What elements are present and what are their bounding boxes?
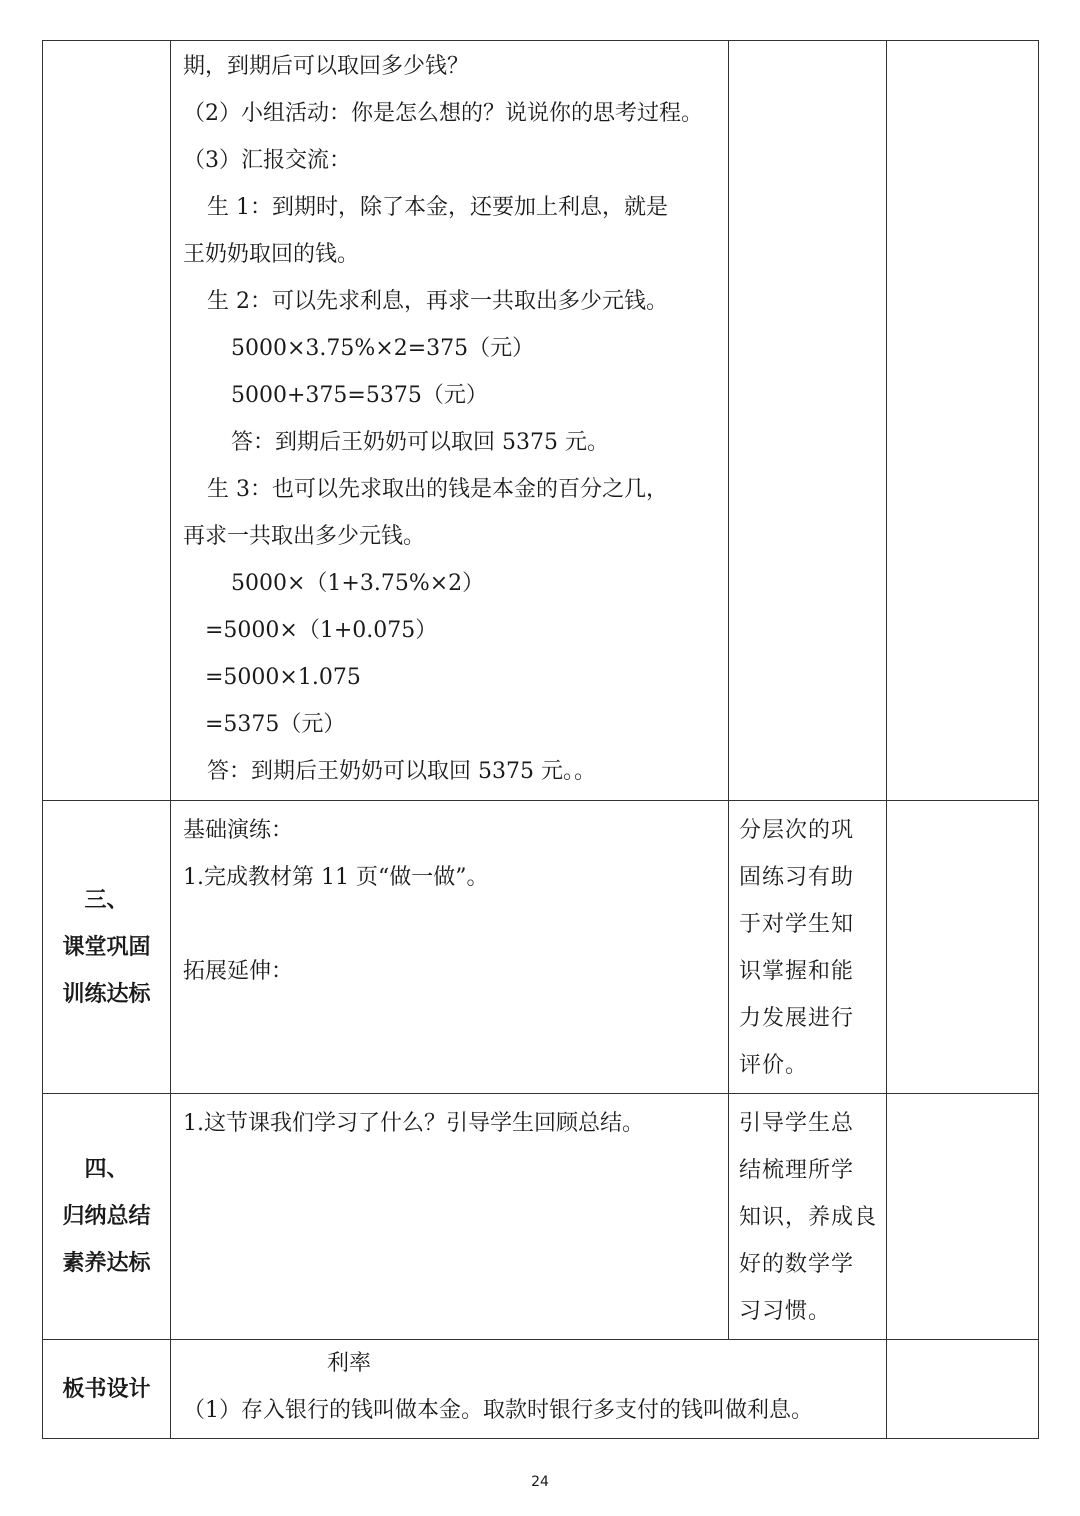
student-answer-line: 生 2：可以先求利息，再求一共取出多少元钱。 [207, 289, 668, 314]
section-label-cell [43, 1340, 171, 1439]
answer-line: 答：到期后王奶奶可以取回 5375 元。 [231, 430, 609, 455]
note-line: 好的数学学 [739, 1252, 855, 1277]
section-title-line: 素养达标 [62, 1251, 151, 1276]
extra-cell-empty [887, 41, 1039, 801]
equation-line: 5000×（1+3.75%×2） [231, 571, 485, 596]
design-notes-cell [729, 801, 887, 1094]
board-definition-line: （1）存入银行的钱叫做本金。取款时银行多支付的钱叫做利息。 [183, 1398, 813, 1423]
section-title-line: 课堂巩固 [62, 934, 151, 960]
row-board-design [43, 1340, 1039, 1439]
text-line: （2）小组活动：你是怎么想的？说说你的思考过程。 [183, 101, 703, 126]
equation-line: =5000×（1+0.075） [205, 618, 438, 643]
note-line: 引导学生总 [739, 1111, 855, 1136]
activity-content-cell [171, 801, 729, 1094]
section-label-cell [43, 1094, 171, 1340]
note-line: 识掌握和能 [739, 959, 855, 984]
page-number: 24 [531, 1474, 549, 1490]
text-line: 期，到期后可以取回多少钱？ [183, 54, 470, 79]
activity-content-cell [171, 1094, 729, 1340]
answer-line: 答：到期后王奶奶可以取回 5375 元。。 [207, 759, 596, 784]
text-line: 1.完成教材第 11 页“做一做”。 [183, 865, 489, 890]
section-title-line: 训练达标 [62, 981, 151, 1007]
lesson-plan-table [42, 40, 1039, 1439]
student-answer-line: 生 1：到期时，除了本金，还要加上利息，就是 [207, 195, 668, 220]
text-line: 拓展延伸： [183, 959, 294, 984]
notes-cell-empty [729, 41, 887, 801]
note-line: 固练习有助 [739, 865, 855, 890]
text-line: 基础演练： [183, 818, 294, 843]
equation-line: 5000×3.75%×2=375（元） [231, 336, 535, 361]
student-answer-line: 生 3：也可以先求取出的钱是本金的百分之几， [207, 477, 668, 502]
row-activity-continuation [43, 41, 1039, 801]
board-design-label: 板书设计 [62, 1376, 151, 1402]
text-line: 再求一共取出多少元钱。 [183, 524, 426, 549]
equation-line: =5000×1.075 [205, 665, 361, 690]
section-title-line: 归纳总结 [62, 1204, 151, 1229]
board-design-content-cell [171, 1340, 887, 1439]
text-line: 1.这节课我们学习了什么？引导学生回顾总结。 [183, 1111, 644, 1136]
section-number: 四、 [84, 1157, 129, 1182]
equation-line: =5375（元） [205, 712, 346, 737]
design-notes-cell [729, 1094, 887, 1340]
activity-content-cell [171, 41, 729, 801]
note-line: 结梳理所学 [739, 1158, 855, 1183]
row-section-4 [43, 1094, 1039, 1340]
extra-cell-empty [887, 801, 1039, 1094]
note-line: 于对学生知 [739, 912, 855, 937]
extra-cell-empty [887, 1094, 1039, 1340]
note-line: 评价。 [739, 1053, 809, 1078]
text-line: （3）汇报交流： [183, 148, 351, 173]
extra-cell-empty [887, 1340, 1039, 1439]
board-title: 利率 [327, 1351, 372, 1376]
note-line: 力发展进行 [739, 1006, 855, 1031]
equation-line: 5000+375=5375（元） [231, 383, 488, 408]
section-label-cell-empty [43, 41, 171, 801]
note-line: 分层次的巩 [739, 818, 855, 843]
row-section-3 [43, 801, 1039, 1094]
section-label-cell [43, 801, 171, 1094]
section-number: 三、 [84, 887, 129, 913]
note-line: 习习惯。 [739, 1299, 832, 1324]
text-line: 王奶奶取回的钱。 [183, 242, 360, 267]
note-line: 知识，养成良 [739, 1205, 878, 1230]
